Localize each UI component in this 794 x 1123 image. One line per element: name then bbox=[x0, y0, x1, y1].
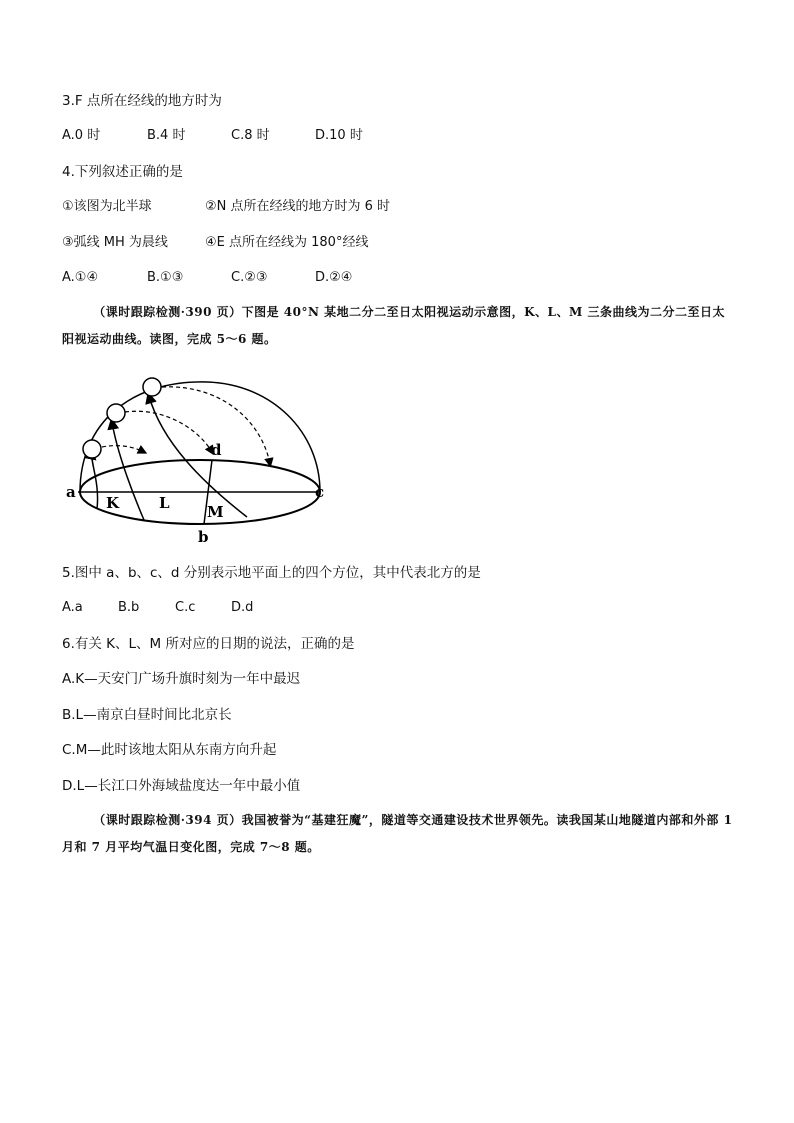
q5-option-b: B.b bbox=[118, 600, 140, 615]
q4-statement-3: ③弧线 MH 为晨线 bbox=[62, 235, 168, 250]
question-3-stem: 3.F 点所在经线的地方时为 bbox=[62, 93, 222, 109]
q5-option-d: D.d bbox=[231, 600, 254, 615]
q3-option-a: A.0 时 bbox=[62, 128, 101, 143]
sun-k bbox=[83, 440, 101, 458]
q6-option-b: B.L—南京白昼时间比北京长 bbox=[62, 707, 232, 723]
q5-option-a: A.a bbox=[62, 600, 83, 615]
label-l: L bbox=[159, 494, 170, 512]
q6-option-c: C.M—此时该地太阳从东南方向升起 bbox=[62, 742, 277, 758]
q4-statement-1: ①该图为北半球 bbox=[62, 199, 152, 214]
q3-option-b: B.4 时 bbox=[147, 128, 186, 143]
q4-option-c: C.②③ bbox=[231, 270, 268, 285]
curve-l-dashed bbox=[125, 411, 212, 452]
q4-option-a: A.①④ bbox=[62, 270, 99, 285]
q4-statement-2: ②N 点所在经线的地方时为 6 时 bbox=[205, 199, 391, 214]
curve-k-dashed bbox=[102, 446, 144, 452]
question-4-stem: 4.下列叙述正确的是 bbox=[62, 164, 183, 180]
q6-option-d: D.L—长江口外海域盐度达一年中最小值 bbox=[62, 778, 301, 794]
question-5-stem: 5.图中 a、b、c、d 分别表示地平面上的四个方位，其中代表北方的是 bbox=[62, 565, 481, 581]
intro-paragraph-5-6: （课时跟踪检测·390 页）下图是 40°N 某地二分二至日太阳视运动示意图，K、L、M 三条曲线为二分二至日太阳视运动曲线。读图，完成 5～6 题。 bbox=[62, 305, 725, 346]
sun-m bbox=[143, 378, 161, 396]
label-a: a bbox=[66, 483, 76, 501]
label-d: d bbox=[211, 441, 222, 459]
q6-option-a: A.K—天安门广场升旗时刻为一年中最迟 bbox=[62, 671, 301, 687]
curve-k bbox=[92, 452, 98, 509]
q3-option-d: D.10 时 bbox=[315, 128, 363, 143]
q3-option-c: C.8 时 bbox=[231, 128, 270, 143]
q4-option-b: B.①③ bbox=[147, 270, 184, 285]
label-k: K bbox=[106, 494, 120, 512]
sun-path-diagram bbox=[62, 362, 342, 547]
q4-option-d: D.②④ bbox=[315, 270, 353, 285]
label-b: b bbox=[198, 528, 209, 546]
q5-option-c: C.c bbox=[175, 600, 196, 615]
label-m: M bbox=[207, 503, 224, 521]
intro-paragraph-7-8: （课时跟踪检测·394 页）我国被誉为“基建狂魔”，隧道等交通建设技术世界领先。读我国某山地隧道内部和外部 1 月和 7 月平均气温日变化图，完成 7～8 题。 bbox=[62, 813, 733, 854]
q4-statement-4: ④E 点所在经线为 180°经线 bbox=[205, 235, 369, 250]
sun-l bbox=[107, 404, 125, 422]
label-c: c bbox=[315, 483, 325, 501]
question-6-stem: 6.有关 K、L、M 所对应的日期的说法，正确的是 bbox=[62, 636, 355, 652]
